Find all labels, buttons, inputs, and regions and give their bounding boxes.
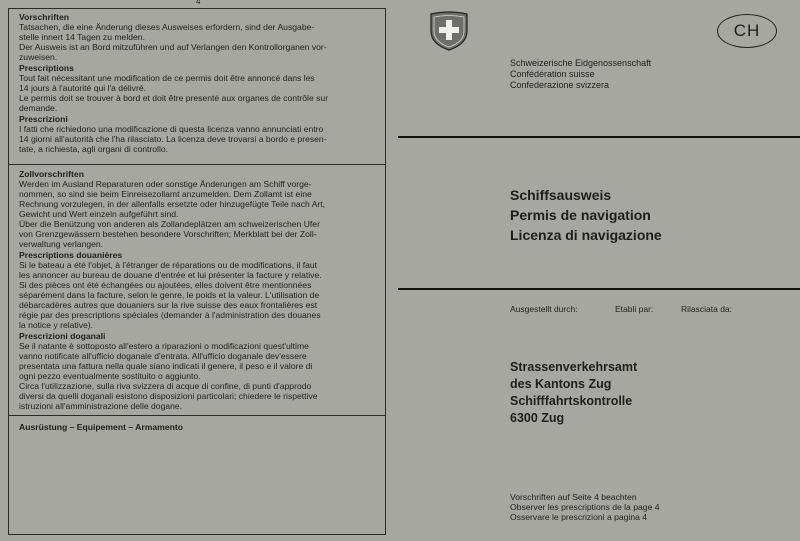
- vorschriften-text: Tatsachen, die eine Änderung dieses Ausweises erfordern, sind der Ausgabe- stelle innert 14 Tagen zu melden. Der Ausweis ist an Bord mitzuführen und auf Verlangen den Kontrollorganen vor- zuweisen.: [19, 22, 327, 62]
- confederation-block: [510, 58, 651, 91]
- confederation-de: Schweizerische Eidgenossenschaft: [510, 58, 652, 68]
- issued-by-fr: Etabli par:: [615, 304, 654, 314]
- regulations-panel: [8, 8, 386, 535]
- zollvorschriften-heading: Zollvorschriften: [19, 169, 84, 179]
- authority-line-1: Strassenverkehrsamt: [510, 360, 638, 374]
- issued-by-it: Rilasciata da:: [681, 304, 733, 314]
- douanieres-heading: Prescriptions douanières: [19, 250, 123, 260]
- prescrizioni-text: I fatti che richiedono una modificazione di questa licenza vanno annunciati entro 14 giorni all'autorità che l'ha rilasciato. La licenza deve trovarsi a bordo e presen- tate, a richiesta, agli organi di controllo.: [19, 124, 327, 154]
- equipment-section: [9, 417, 385, 535]
- prescrizioni-heading: Prescrizioni: [19, 114, 68, 124]
- footnote-fr: Observer les prescriptions de la page 4: [510, 502, 660, 512]
- prescriptions-text: Tout fait nécessitant une modification de ce permis doit être annoncé dans les 14 jours à l'autorité qui l'a délivré. Le permis doit se trouver à bord et doit être presenté aux organes de contrôle sur demande.: [19, 73, 329, 113]
- confederation-fr: Confédération suisse: [510, 69, 595, 79]
- regulations-section: [9, 9, 385, 165]
- page-number: 4: [196, 0, 201, 6]
- prescriptions-heading: Prescriptions: [19, 63, 74, 73]
- confederation-it: Confederazione svizzera: [510, 80, 610, 90]
- swiss-coat-of-arms-icon: [428, 11, 470, 51]
- zollvorschriften-text: Werden im Ausland Reparaturen oder sonstige Änderungen am Schiff vorge- nommen, so sind sie beim Einreisezollamt anzumelden. Dem Zollamt ist eine Rechnung vorzulegen, in der allenfalls ersetzte oder hinzugefügte Teile nach Art, Gewicht und Wert einzeln aufgeführt sind. Über die Benützung von anderen als Zollandeplätzen am schweizerischen Ufer von Grenzgewässern bestehen besondere Vorschriften; Merkblatt bei der Zoll- verwaltung verlangen.: [19, 179, 326, 249]
- page-reference-note: [510, 492, 660, 522]
- divider-top: [398, 136, 800, 138]
- document-titles: [510, 185, 662, 245]
- authority-line-4: 6300 Zug: [510, 411, 565, 425]
- footnote-de: Vorschriften auf Seite 4 beachten: [510, 492, 637, 502]
- country-code-oval: CH: [717, 14, 777, 48]
- title-de: Schiffsausweis: [510, 187, 612, 203]
- footnote-it: Osservare le prescrizioni a pagina 4: [510, 512, 648, 522]
- doganali-heading: Prescrizioni doganali: [19, 331, 106, 341]
- douanieres-text: Si le bateau a été l'objet, à l'étranger de réparations ou de modifications, il faut les annoncer au bureau de douane d'entrée et lui présenter la facture y relative. Si des pièces ont été échangées ou ajoutées, elles doivent être mentionnées séparément dans la facture, selon le genre, le poids et la valeur. L'utilisation de débarcadères autres que douaniers sur la rive suisse des eaux frontalières est régie par des prescriptions spéciales (demander à l'administration des douanes la notice y relative).: [19, 260, 322, 330]
- title-fr: Permis de navigation: [510, 207, 651, 223]
- divider-bottom: [398, 288, 800, 290]
- vorschriften-heading: Vorschriften: [19, 12, 69, 22]
- issued-by-de: Ausgestellt durch:: [510, 304, 578, 314]
- title-it: Licenza di navigazione: [510, 227, 662, 243]
- doganali-text: Se il natante è sottoposto all'estero a riparazioni o modificazioni quest'ultime vanno notificate all'ufficio doganale d'entrata. All'ufficio doganale dev'essere presentata una fattura nella quale siano indicati il genere, il peso e il valore di ogni pezzo eventualmente sostituito o aggiunto. Circa l'utilizzazione, sulla riva svizzera di acque di confine, di punti d'approdo diversi da quelli doganali esistono disposizioni particolari; chiedere le rispettive istruzioni all'amministrazione delle dogane.: [19, 341, 318, 411]
- issuing-authority: [510, 359, 637, 427]
- customs-section: [9, 166, 385, 416]
- authority-line-2: des Kantons Zug: [510, 377, 612, 391]
- equipment-heading: Ausrüstung – Equipement – Armamento: [19, 422, 183, 432]
- authority-line-3: Schifffahrtskontrolle: [510, 394, 633, 408]
